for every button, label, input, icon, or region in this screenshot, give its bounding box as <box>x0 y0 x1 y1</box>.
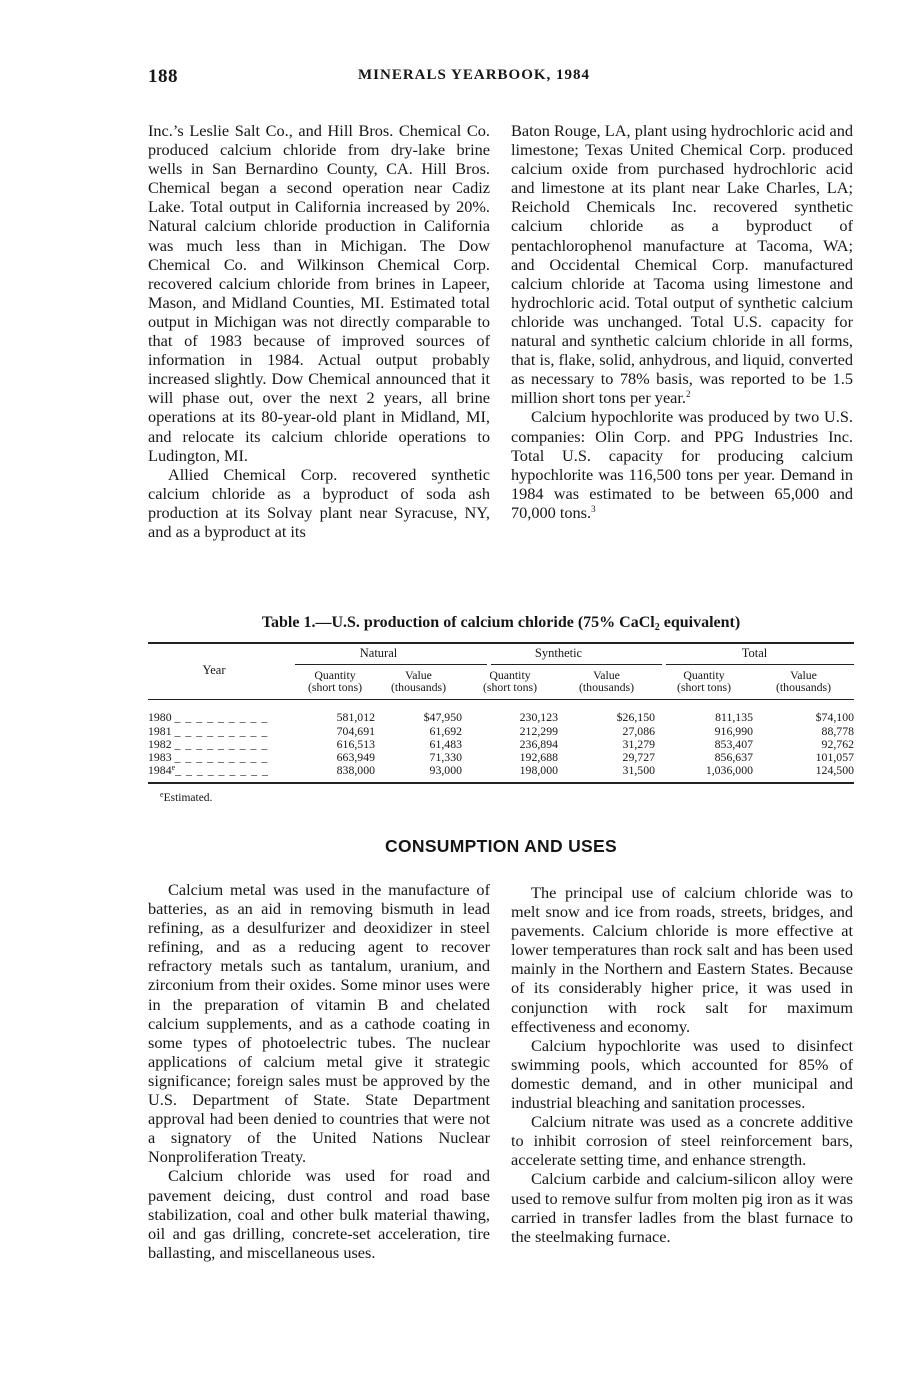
paragraph: Calcium chloride was used for road and pavement deicing, dust control and road base stabilization, coal and other bulk material thawing, oil and gas drilling, concrete-set acceleration, tire ballasting, and miscellaneous uses. <box>148 1166 490 1262</box>
synthetic-quantity-cell: 198,000 <box>519 763 558 778</box>
natural-quantity-cell: 616,513 <box>336 736 375 751</box>
paragraph: Allied Chemical Corp. recovered synthetic calcium chloride as a byproduct of soda ash production at its Solvay plant near Syracuse, NY, and as a byproduct at its <box>148 464 490 541</box>
page-header <box>148 66 854 90</box>
group-header-natural: Natural <box>359 646 398 661</box>
synthetic-value-cell: 29,727 <box>622 750 655 765</box>
total-value-cell: 92,762 <box>821 736 854 751</box>
table-row <box>148 724 854 737</box>
paragraph: Calcium metal was used in the manufacture of batteries, as an aid in removing bismuth in lead refining, as a desulfurizer and deoxidizer in steel refining, and as a reducing agent to recover refractory metals such as tantalum, uranium, and zirconium from their oxides. Some minor uses were in the preparation of vitamin B and chelated calcium supplements, and as a cathode coating in some types of photoelectric tubes. The nuclear applications of calcium metal give it strategic significance; foreign sales must be approved by the U.S. Department of State. State Department approval had been denied to countries that were not a signatory of the United Nations Nuclear Nonproliferation Treaty. <box>148 880 490 1167</box>
paragraph-text: Calcium hypochlorite was produced by two U.S. companies: Olin Corp. and PPG Industries Inc. Total U.S. capacity for producing calcium hypochlorite was 116,500 tons per year. Demand in 1984 was estimated to be between 65,000 and 70,000 tons. <box>511 407 853 522</box>
bottom-right-column <box>511 883 853 1246</box>
paragraph: Inc.’s Leslie Salt Co., and Hill Bros. Chemical Co. produced calcium chloride from dry-lake brine wells in San Bernardino County, CA. Hill Bros. Chemical began a second operation near Cadiz Lake. Total output in California increased by 20%. Natural calcium chloride production in California was much less than in Michigan. The Dow Chemical Co. and Wilkinson Chemical Corp. recovered calcium chloride from brines in Lapeer, Mason, and Midland Counties, MI. Estimated total output in Michigan was not directly comparable to that of 1983 because of improved sources of information in 1984. Actual output probably increased slightly. Dow Chemical announced that it will phase out, over the next 2 years, all brine operations at its 80-year-old plant in Midland, MI, and relocate its calcium chloride operations to Ludington, MI. <box>148 121 490 465</box>
quantity-unit: (short tons) <box>307 680 363 694</box>
dot-leader: _ _ _ _ _ _ _ _ _ <box>175 763 269 778</box>
year-cell <box>148 737 295 750</box>
year-value: 1980 <box>148 710 172 725</box>
value-header <box>753 664 854 698</box>
quantity-header <box>655 664 753 698</box>
value-header <box>558 664 655 698</box>
natural-value-cell: 93,000 <box>429 763 462 778</box>
running-title: MINERALS YEARBOOK, 1984 <box>358 67 591 83</box>
paragraph: Calcium nitrate was used as a concrete additive to inhibit corrosion of steel reinforcement bars, accelerate setting time, and enhance strength. <box>511 1112 853 1170</box>
quantity-unit: (short tons) <box>676 680 732 694</box>
year-cell <box>148 698 295 724</box>
footnote-ref: 2 <box>686 389 691 400</box>
group-header-total: Total <box>741 646 768 661</box>
total-value-cell: 101,057 <box>815 750 854 765</box>
total-value-cell: 124,500 <box>815 763 854 778</box>
paragraph: Calcium hypochlorite was used to disinfect swimming pools, which accounted for 85% of domestic demand, and in other municipal and industrial bleaching and sanitation processes. <box>511 1035 853 1113</box>
paragraph: Calcium carbide and calcium-silicon alloy were used to remove sulfur from molten pig iron as it was carried in transfer ladles from the blast furnace to the steelmaking furnace. <box>511 1169 853 1246</box>
page-number: 188 <box>148 66 178 87</box>
year-value: 1981 <box>148 723 172 738</box>
paragraph-text: Baton Rouge, LA, plant using hydrochloric acid and limestone; Texas United Chemical Corp. produced calcium oxide from purchased hydrochloric acid and limestone at its plant near Lake Charles, LA; Reichold Chemicals Inc. recovered synthetic calcium chloride as a byproduct of pentachlorophenol manufacture at Tacoma, WA; and Occidental Chemical Corp. manufactured calcium chloride at Tacoma using limestone and hydrochloric acid. Total output of synthetic calcium chloride was unchanged. Total U.S. capacity for natural and synthetic calcium chloride in all forms, that is, flake, solid, anhydrous, and liquid, converted as necessary to 78% basis, was reported to be 1.5 million short tons per year. <box>511 121 853 408</box>
year-header: Year <box>202 663 226 678</box>
value-label: Value <box>790 667 817 682</box>
footnote-text: Estimated. <box>163 792 213 804</box>
natural-quantity-cell: 704,691 <box>336 723 375 738</box>
table-row <box>148 737 854 750</box>
estimate-mark: e <box>171 763 176 773</box>
synthetic-value-cell: 31,500 <box>622 763 655 778</box>
top-left-column <box>148 121 490 541</box>
top-right-column <box>511 121 853 522</box>
value-label: Value <box>405 667 432 682</box>
total-quantity-cell: 811,135 <box>715 710 753 725</box>
footnote-mark: e <box>160 790 164 799</box>
section-heading: CONSUMPTION AND USES <box>385 836 617 856</box>
value-unit: (thousands) <box>775 680 832 694</box>
group-header-synthetic: Synthetic <box>534 646 583 661</box>
quantity-header <box>295 664 375 698</box>
dot-leader: _ _ _ _ _ _ _ _ _ <box>174 750 269 765</box>
dot-leader: _ _ _ _ _ _ _ _ _ <box>174 736 269 751</box>
total-quantity-cell: 856,637 <box>714 750 753 765</box>
year-value: 1983 <box>148 750 172 765</box>
table-title-main: Table 1.—U.S. production of calcium chloride (75% CaCl <box>261 614 655 631</box>
total-quantity-cell: 1,036,000 <box>705 763 753 778</box>
dot-leader: _ _ _ _ _ _ _ _ _ <box>174 723 269 738</box>
quantity-label: Quantity <box>489 667 531 682</box>
natural-quantity-cell: 838,000 <box>336 763 375 778</box>
table-title-subscript: 2 <box>654 622 660 633</box>
paragraph <box>511 407 853 522</box>
synthetic-value-cell: $26,150 <box>616 710 655 725</box>
total-quantity-cell: 853,407 <box>714 736 753 751</box>
year-value: 1984 <box>148 763 172 778</box>
table-bottom-rule <box>148 782 854 784</box>
total-value-cell: $74,100 <box>815 710 854 725</box>
synthetic-value-cell: 31,279 <box>622 736 655 751</box>
value-header <box>375 664 462 698</box>
value-label: Value <box>593 667 620 682</box>
year-cell <box>148 751 295 764</box>
paragraph <box>511 121 853 407</box>
year-value: 1982 <box>148 736 172 751</box>
value-unit: (thousands) <box>578 680 635 694</box>
year-cell <box>148 764 295 777</box>
table-row <box>148 764 854 777</box>
natural-quantity-cell: 663,949 <box>336 750 375 765</box>
value-unit: (thousands) <box>390 680 447 694</box>
synthetic-quantity-cell: 236,894 <box>519 736 558 751</box>
footnote-ref: 3 <box>591 503 596 514</box>
table-row <box>148 751 854 764</box>
natural-value-cell: 71,330 <box>429 750 462 765</box>
synthetic-quantity-cell: 212,299 <box>519 723 558 738</box>
table-row <box>148 698 854 724</box>
table-footnote <box>160 792 212 804</box>
natural-value-cell: 61,483 <box>429 736 462 751</box>
synthetic-quantity-cell: 192,688 <box>519 750 558 765</box>
natural-quantity-cell: 581,012 <box>336 710 375 725</box>
dot-leader: _ _ _ _ _ _ _ _ _ <box>174 710 269 725</box>
table-title <box>148 614 854 633</box>
quantity-header <box>462 664 558 698</box>
synthetic-value-cell: 27,086 <box>622 723 655 738</box>
quantity-unit: (short tons) <box>482 680 538 694</box>
quantity-label: Quantity <box>314 667 356 682</box>
quantity-label: Quantity <box>683 667 725 682</box>
year-cell <box>148 724 295 737</box>
production-table <box>148 643 854 777</box>
total-value-cell: 88,778 <box>821 723 854 738</box>
paragraph: The principal use of calcium chloride was to melt snow and ice from roads, streets, bridges, and pavements. Calcium chloride is more effective at lower temperatures than rock salt and has been used mainly in the Northern and Eastern States. Because of its considerably higher price, it was used in conjunction with rock salt for maximum effectiveness and economy. <box>511 883 853 1036</box>
total-quantity-cell: 916,990 <box>714 723 753 738</box>
natural-value-cell: $47,950 <box>423 710 462 725</box>
bottom-left-column <box>148 880 490 1262</box>
natural-value-cell: 61,692 <box>429 723 462 738</box>
table-title-end: equivalent) <box>659 614 741 631</box>
synthetic-quantity-cell: 230,123 <box>519 710 558 725</box>
